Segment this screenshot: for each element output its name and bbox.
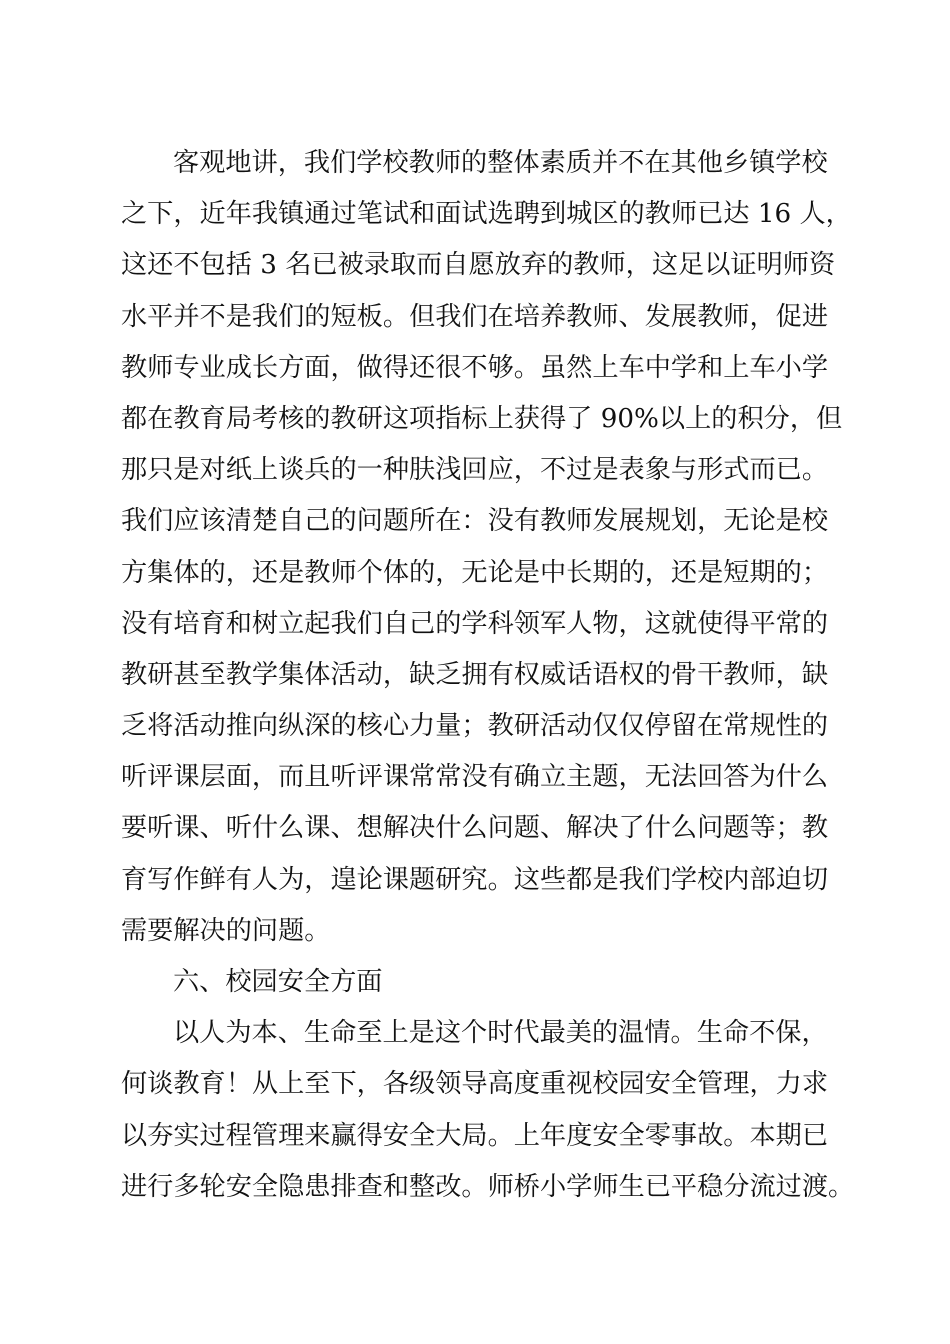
text-line: 以夯实过程管理来赢得安全大局。上年度安全零事故。本期已 [121, 1120, 829, 1151]
text-line: 那只是对纸上谈兵的一种肤浅回应，不过是表象与形式而已。 [121, 455, 829, 486]
text-line: 听评课层面，而且听评课常常没有确立主题，无法回答为什么 [121, 762, 829, 793]
text-line: 没有培育和树立起我们自己的学科领军人物，这就使得平常的 [121, 608, 829, 639]
text-line: 客观地讲，我们学校教师的整体素质并不在其他乡镇学校 [173, 148, 828, 178]
text-line: 这还不包括 3 名已被录取而自愿放弃的教师，这足以证明师资 [121, 250, 836, 281]
section-heading-campus-safety [121, 957, 827, 1008]
text-line: 何谈教育！从上至下，各级领导高度重视校园安全管理，力求 [121, 1069, 829, 1100]
paragraph-campus-safety [121, 1008, 855, 1213]
text-line: 教研甚至教学集体活动，缺乏拥有权威话语权的骨干教师，缺 [121, 659, 829, 690]
section-heading: 六、校园安全方面 [173, 967, 383, 997]
text-line: 以人为本、生命至上是这个时代最美的温情。生命不保， [173, 1018, 828, 1049]
text-line: 育写作鲜有人为，遑论课题研究。这些都是我们学校内部迫切 [121, 864, 829, 895]
text-line: 要听课、听什么课、想解决什么问题、解决了什么问题等；教 [121, 813, 829, 844]
text-line: 需要解决的问题。 [121, 915, 331, 946]
text-line: 我们应该清楚自己的问题所在：没有教师发展规划，无论是校 [121, 506, 829, 537]
text-line: 乏将活动推向纵深的核心力量；教研活动仅仅停留在常规性的 [121, 711, 829, 742]
text-line: 教师专业成长方面，做得还很不够。虽然上车中学和上车小学 [121, 352, 829, 383]
paragraph-teacher-quality [121, 138, 852, 957]
document-body [121, 138, 855, 1213]
text-line: 都在教育局考核的教研这项指标上获得了 90%以上的积分，但 [121, 403, 843, 434]
text-line: 之下，近年我镇通过笔试和面试选聘到城区的教师已达 16 人， [121, 199, 852, 230]
text-line: 水平并不是我们的短板。但我们在培养教师、发展教师，促进 [121, 301, 829, 332]
text-line: 方集体的，还是教师个体的，无论是中长期的，还是短期的； [121, 557, 829, 588]
text-line: 进行多轮安全隐患排查和整改。师桥小学师生已平稳分流过渡。 [121, 1171, 855, 1202]
